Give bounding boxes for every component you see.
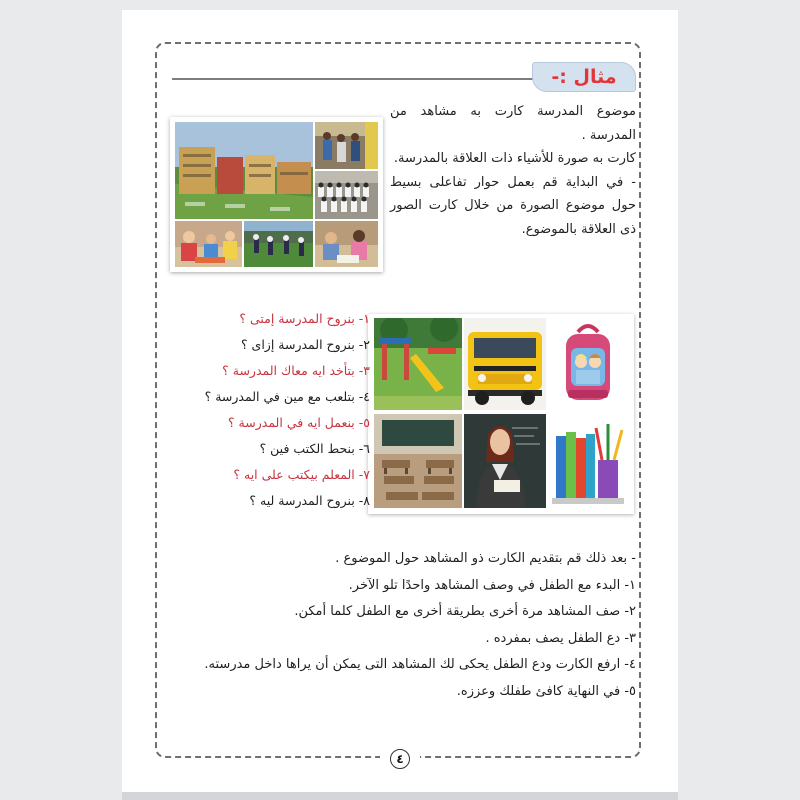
classroom-image: [374, 414, 462, 508]
intro-text: [390, 100, 636, 241]
school-bag-image: [548, 318, 628, 410]
playground-image: [374, 318, 462, 410]
page-shadow: [122, 792, 678, 800]
question-item: ٤- بتلعب مع مين في المدرسة ؟: [204, 389, 370, 404]
steps-list: [160, 546, 636, 706]
question-item: ١- بنروح المدرسة إمتى ؟: [239, 311, 370, 326]
intro-line: موضوع المدرسة كارت به مشاهد من المدرسة .: [390, 104, 636, 143]
example-heading: مثال :-: [532, 62, 636, 92]
page-number-container: [380, 748, 420, 768]
heading-rule: [172, 78, 538, 80]
school-objects-card: [368, 314, 634, 514]
question-item: ٣- بتأخد ايه معاك المدرسة ؟: [222, 363, 370, 378]
question-item: ٦- بنحط الكتب فين ؟: [259, 441, 370, 456]
school-building-photo: [175, 122, 313, 219]
classroom-activity-photo: [175, 221, 242, 267]
school-bus-image: [464, 318, 546, 410]
students-lunch-photo: [315, 221, 378, 267]
step-item: ٥- في النهاية كافئ طفلك وعززه.: [456, 683, 636, 699]
step-item: ٢- صف المشاهد مرة أخرى بطريقة أخرى مع الطفل كلما أمكن.: [294, 604, 636, 620]
teacher-image: [464, 414, 546, 508]
step-item: ١- البدء مع الطفل في وصف المشاهد واحدًا تلو الآخر.: [348, 577, 636, 593]
students-hallway-photo: [315, 122, 378, 169]
page-number: ٤: [390, 749, 410, 769]
question-item: ٨- بنروح المدرسة ليه ؟: [249, 493, 370, 508]
intro-line: - في البداية قم بعمل حوار تفاعلى بسيط حول موضوع الصورة من خلال كارت الصور ذى العلاقة بالموضوع.: [390, 174, 636, 237]
question-item: ٥- بنعمل ايه في المدرسة ؟: [227, 415, 370, 430]
schoolyard-photo: [244, 221, 313, 267]
questions-list: [174, 306, 370, 514]
intro-line: كارت به صورة للأشياء ذات العلاقة بالمدرسة.: [393, 151, 636, 166]
question-item: ٧- المعلم بيكتب على ايه ؟: [233, 467, 370, 482]
step-item: - بعد ذلك قم بتقديم الكارت ذو المشاهد حول الموضوع .: [335, 551, 636, 566]
step-item: ٣- دع الطفل يصف بمفرده .: [485, 630, 636, 646]
students-assembly-photo: [315, 171, 378, 219]
question-item: ٢- بنروح المدرسة إزاى ؟: [240, 337, 370, 352]
books-and-pencils-image: [548, 414, 628, 508]
step-item: ٤- ارفع الكارت ودع الطفل يحكى لك المشاهد التى يمكن أن يراها داخل مدرسته.: [204, 657, 636, 673]
school-photo-collage: [170, 117, 383, 272]
